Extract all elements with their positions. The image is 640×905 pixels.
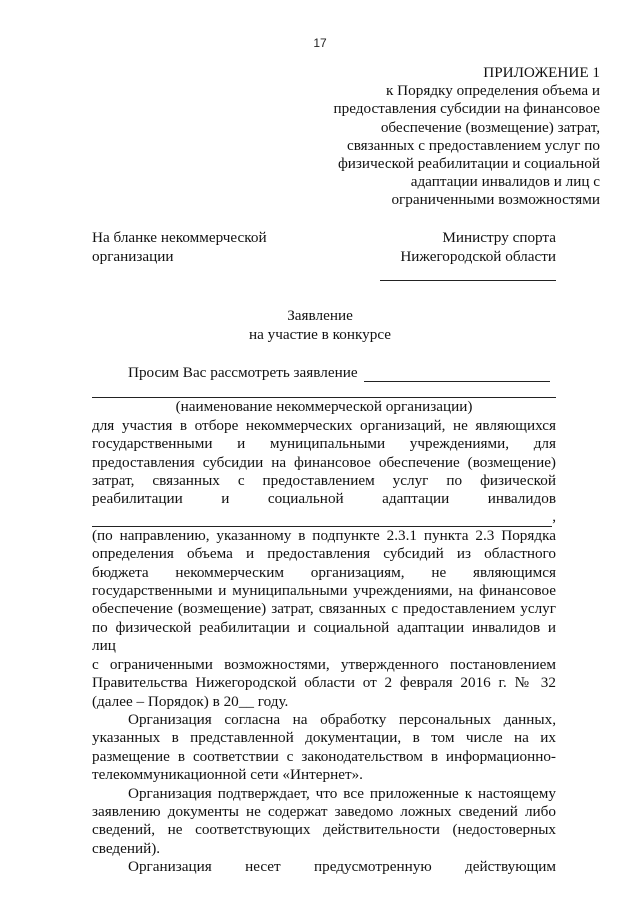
- appendix-line: ограниченными возможностями: [391, 191, 600, 209]
- appendix-line: к Порядку определения объема и: [386, 82, 600, 100]
- letterhead-note: На бланке некоммерческой организации: [92, 229, 267, 265]
- appendix-title: ПРИЛОЖЕНИЕ 1: [483, 64, 600, 81]
- addressee-block: Министру спорта Нижегородской области: [380, 228, 556, 281]
- signature-blank-line: [380, 280, 556, 281]
- appendix-line: предоставления субсидии на финансовое: [333, 100, 600, 118]
- confirmation-paragraph: Организация подтверждает, что все приложенные к настоящему: [128, 784, 556, 802]
- direction-blank-line: ,: [92, 509, 556, 527]
- consent-paragraph: Организация согласна на обработку персональных данных,: [128, 710, 556, 728]
- appendix-line: связанных с предоставлением услуг по: [346, 136, 600, 154]
- request-line: Просим Вас рассмотреть заявление: [92, 364, 556, 382]
- org-name-blank-line: [92, 382, 556, 398]
- org-name-caption: (наименование некоммерческой организации): [175, 398, 473, 416]
- liability-paragraph: Организация несет предусмотренную действующим: [128, 858, 556, 876]
- page-number: 17: [313, 36, 327, 50]
- appendix-header: [334, 64, 600, 210]
- appendix-line: адаптации инвалидов и лиц с: [410, 173, 600, 191]
- org-name-blank: [364, 367, 550, 382]
- document-title: Заявление на участие в конкурсе: [249, 307, 391, 343]
- appendix-line: обеспечение (возмещение) затрат,: [380, 118, 600, 136]
- appendix-line: физической реабилитации и социальной: [337, 155, 600, 173]
- document-body: Просим Вас рассмотреть заявление (наименование некоммерческой организации) для участия в отборе некоммерческих организаций, не являющихся государственными и муниципальными учреждениями, для предоставления субсидии на финансовое обеспечение (возмещение) затрат, связанных с предоставлением услуг по физической реабилитации и социальной адаптации инвалидов , (по направлению, указанному в подпункте 2.3.1 пункта 2.3 Порядка определения объема и предоставления субсидий из областного бюджета некоммерческим организациям, не являющимся государственными и муниципальными учреждениями, на финансовое обеспечение (возмещение) затрат, связанных с предоставлением услуг по физической реабилитации и социальной адаптации инвалидов и лиц с ограниченными возможностями, утвержденного постановлением Правительства Нижегородской области от 2 февраля 2016 г. № 32 (далее – Порядок) в 20__ году. Организация согласна на обработку персональных данных, указанных в представленной документации, в том числе на их размещение в соответствии с законодательством в информационно- телекоммуникационной сети «Интернет». Организация подтверждает, что все приложенные к настоящему заявлению документы не содержат заведомо ложных сведений либо сведений, не соответствующих действительности (недостоверных сведений). Организация несет предусмотренную действующим: [92, 364, 556, 876]
